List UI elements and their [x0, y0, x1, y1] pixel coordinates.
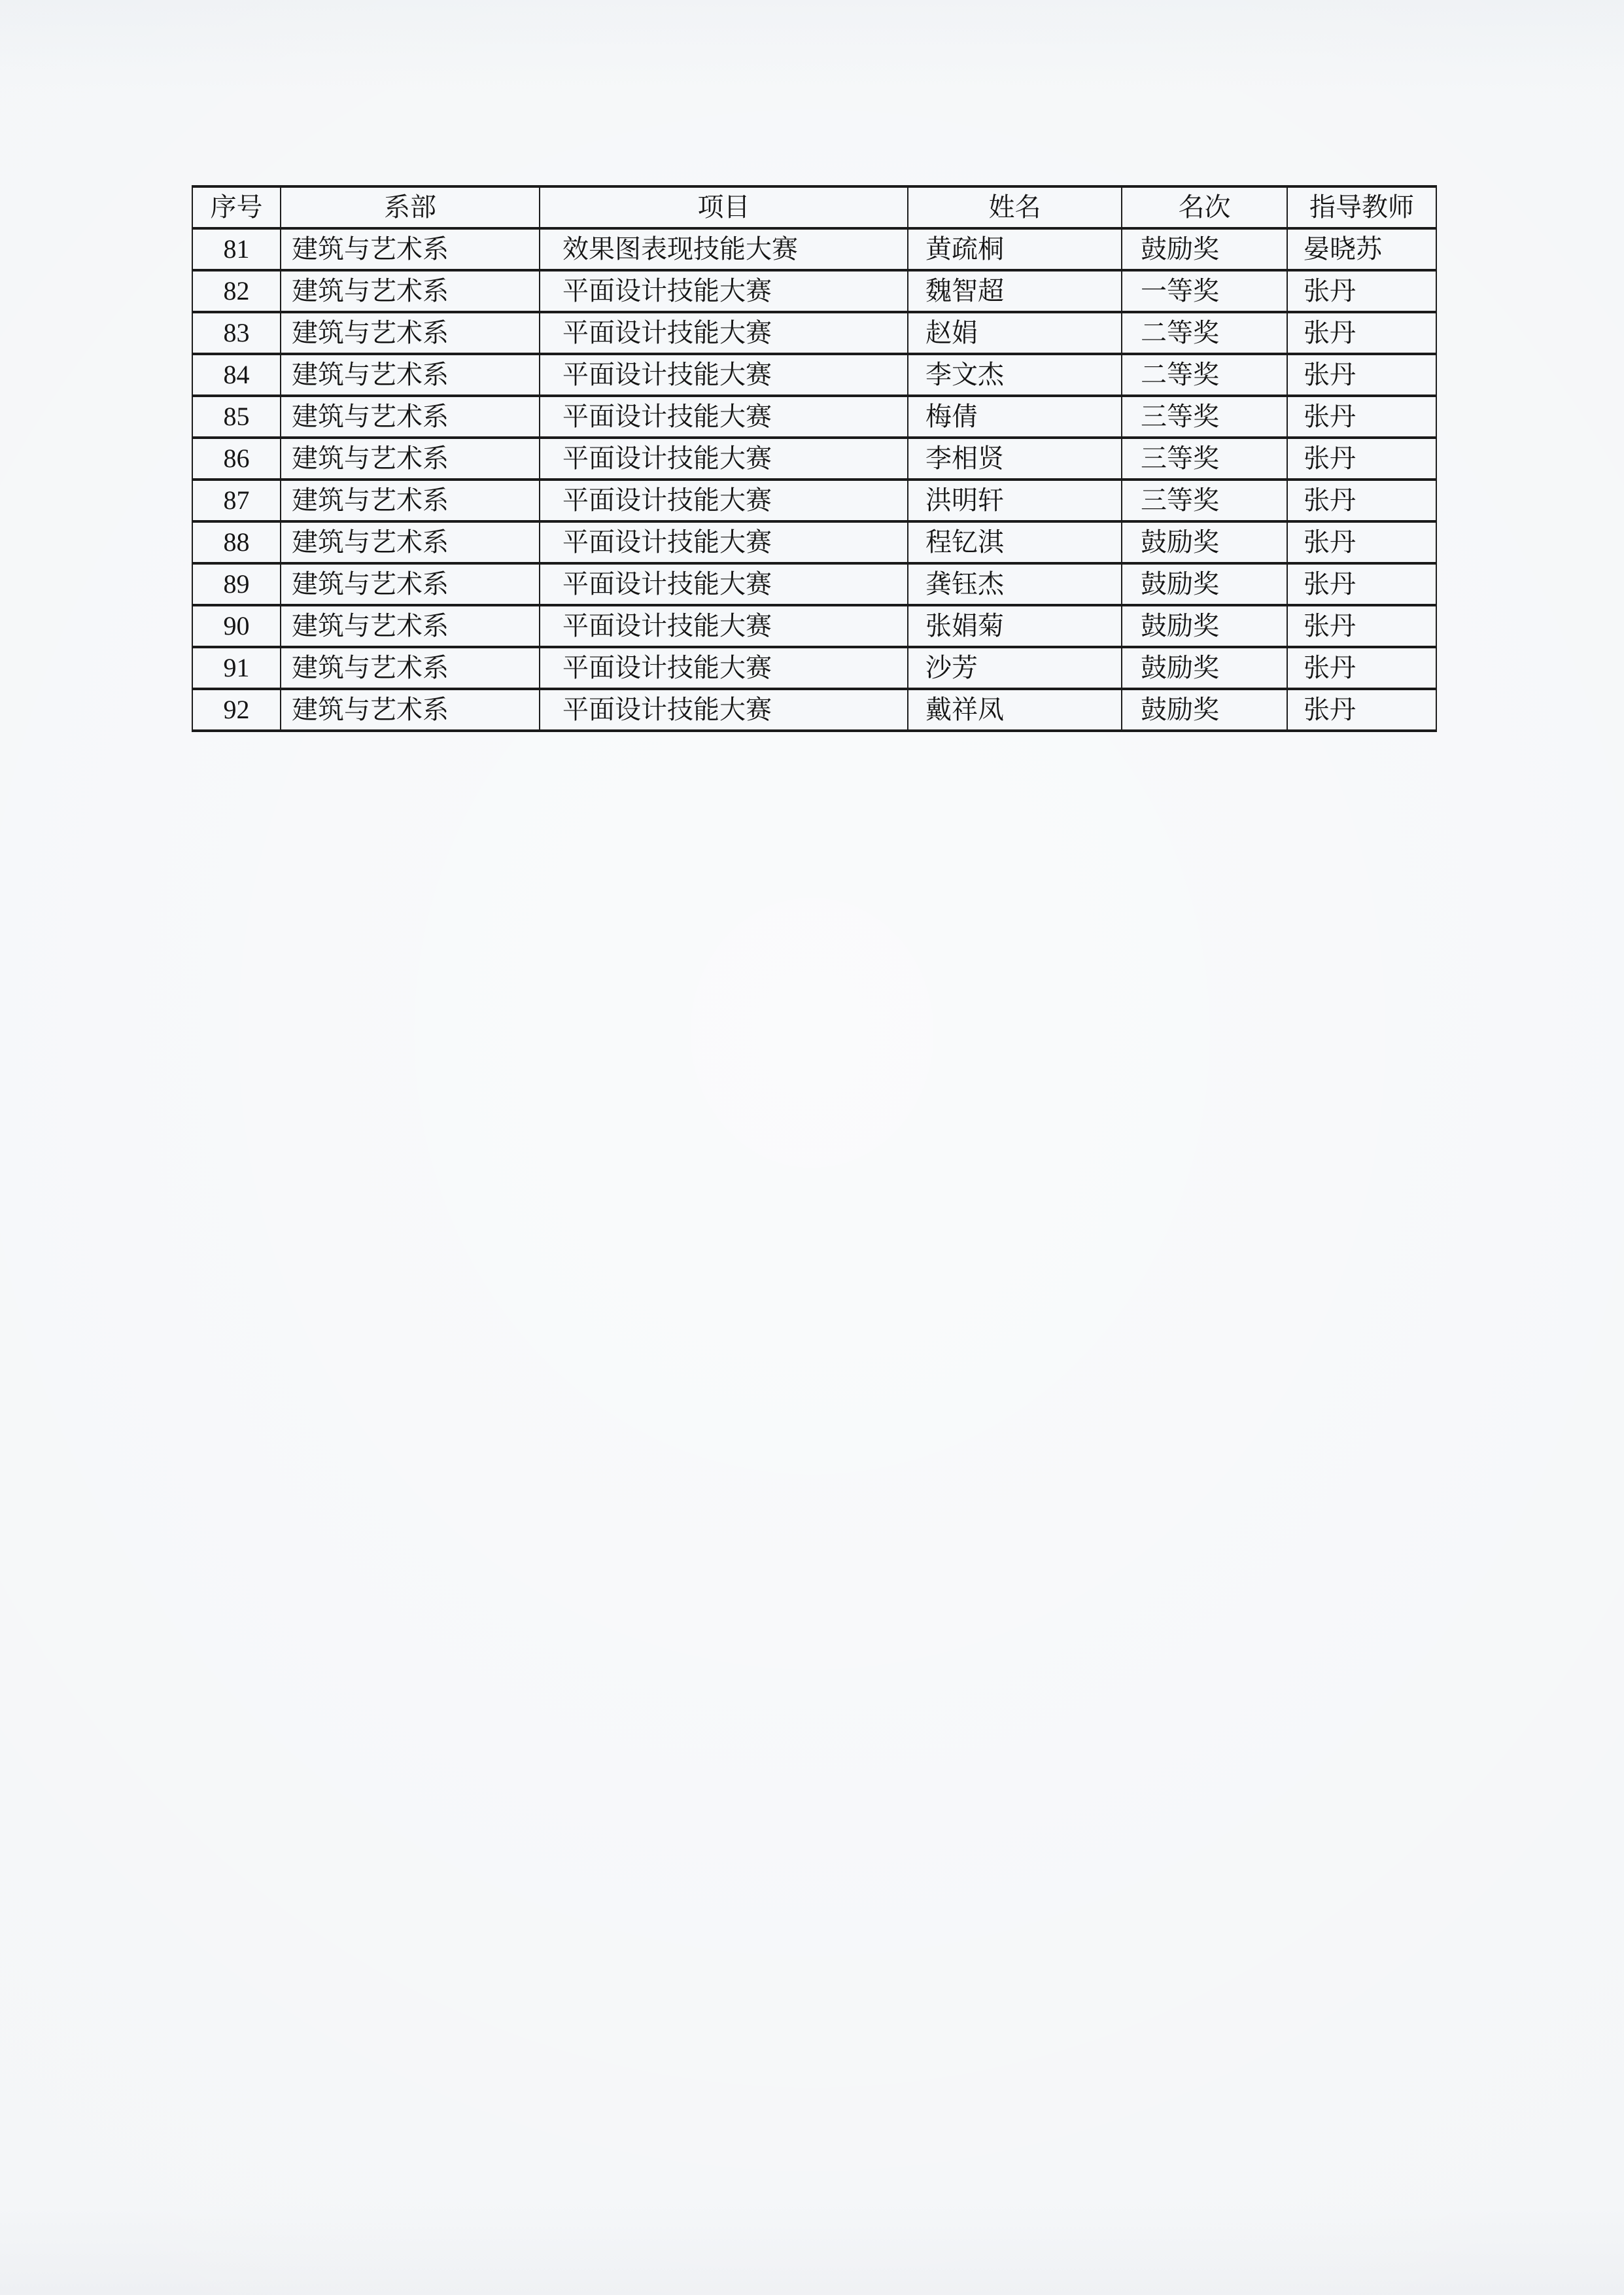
cell-rank: 鼓励奖 [1122, 563, 1287, 605]
cell-project: 平面设计技能大赛 [540, 396, 908, 438]
cell-department: 建筑与艺术系 [281, 605, 540, 647]
cell-index: 85 [192, 396, 281, 438]
table-row [192, 438, 1436, 480]
awards-table [192, 185, 1437, 732]
cell-teacher: 张丹 [1287, 521, 1436, 563]
cell-teacher: 张丹 [1287, 563, 1436, 605]
column-header-rank: 名次 [1122, 186, 1287, 228]
cell-project: 效果图表现技能大赛 [540, 228, 908, 270]
cell-project: 平面设计技能大赛 [540, 354, 908, 396]
column-header-teacher: 指导教师 [1287, 186, 1436, 228]
cell-rank: 一等奖 [1122, 270, 1287, 312]
cell-project: 平面设计技能大赛 [540, 270, 908, 312]
cell-index: 84 [192, 354, 281, 396]
cell-name: 戴祥凤 [908, 689, 1122, 731]
cell-name: 洪明轩 [908, 480, 1122, 521]
cell-name: 黄疏桐 [908, 228, 1122, 270]
cell-index: 91 [192, 647, 281, 689]
cell-teacher: 张丹 [1287, 647, 1436, 689]
cell-name: 梅倩 [908, 396, 1122, 438]
cell-teacher: 张丹 [1287, 354, 1436, 396]
table-row [192, 647, 1436, 689]
cell-name: 沙芳 [908, 647, 1122, 689]
table-row [192, 605, 1436, 647]
cell-name: 张娟菊 [908, 605, 1122, 647]
table-row [192, 228, 1436, 270]
cell-teacher: 张丹 [1287, 605, 1436, 647]
cell-department: 建筑与艺术系 [281, 354, 540, 396]
cell-rank: 三等奖 [1122, 396, 1287, 438]
cell-rank: 三等奖 [1122, 438, 1287, 480]
cell-project: 平面设计技能大赛 [540, 647, 908, 689]
cell-project: 平面设计技能大赛 [540, 521, 908, 563]
cell-teacher: 晏晓苏 [1287, 228, 1436, 270]
column-header-department: 系部 [281, 186, 540, 228]
cell-name: 赵娟 [908, 312, 1122, 354]
cell-department: 建筑与艺术系 [281, 228, 540, 270]
cell-department: 建筑与艺术系 [281, 563, 540, 605]
cell-department: 建筑与艺术系 [281, 647, 540, 689]
cell-index: 90 [192, 605, 281, 647]
cell-rank: 鼓励奖 [1122, 605, 1287, 647]
cell-index: 82 [192, 270, 281, 312]
cell-name: 魏智超 [908, 270, 1122, 312]
table-body [192, 228, 1436, 731]
header-row [192, 186, 1436, 228]
cell-name: 程钇淇 [908, 521, 1122, 563]
cell-index: 87 [192, 480, 281, 521]
cell-index: 92 [192, 689, 281, 731]
cell-department: 建筑与艺术系 [281, 270, 540, 312]
table-row [192, 270, 1436, 312]
cell-teacher: 张丹 [1287, 396, 1436, 438]
cell-department: 建筑与艺术系 [281, 480, 540, 521]
column-header-project: 项目 [540, 186, 908, 228]
cell-department: 建筑与艺术系 [281, 312, 540, 354]
cell-project: 平面设计技能大赛 [540, 438, 908, 480]
cell-rank: 鼓励奖 [1122, 228, 1287, 270]
table-row [192, 563, 1436, 605]
table-row [192, 312, 1436, 354]
cell-project: 平面设计技能大赛 [540, 480, 908, 521]
cell-rank: 鼓励奖 [1122, 521, 1287, 563]
cell-department: 建筑与艺术系 [281, 438, 540, 480]
cell-project: 平面设计技能大赛 [540, 563, 908, 605]
table-row [192, 689, 1436, 731]
cell-rank: 鼓励奖 [1122, 689, 1287, 731]
cell-index: 88 [192, 521, 281, 563]
table-row [192, 354, 1436, 396]
cell-index: 89 [192, 563, 281, 605]
cell-department: 建筑与艺术系 [281, 521, 540, 563]
cell-teacher: 张丹 [1287, 438, 1436, 480]
cell-project: 平面设计技能大赛 [540, 312, 908, 354]
table-row [192, 521, 1436, 563]
cell-rank: 二等奖 [1122, 354, 1287, 396]
table-header [192, 186, 1436, 228]
cell-teacher: 张丹 [1287, 480, 1436, 521]
cell-teacher: 张丹 [1287, 689, 1436, 731]
cell-index: 83 [192, 312, 281, 354]
cell-name: 龚钰杰 [908, 563, 1122, 605]
cell-rank: 鼓励奖 [1122, 647, 1287, 689]
table-row [192, 480, 1436, 521]
table-row [192, 396, 1436, 438]
cell-teacher: 张丹 [1287, 270, 1436, 312]
cell-project: 平面设计技能大赛 [540, 689, 908, 731]
cell-name: 李相贤 [908, 438, 1122, 480]
cell-name: 李文杰 [908, 354, 1122, 396]
column-header-name: 姓名 [908, 186, 1122, 228]
column-header-index: 序号 [192, 186, 281, 228]
cell-rank: 三等奖 [1122, 480, 1287, 521]
cell-rank: 二等奖 [1122, 312, 1287, 354]
cell-department: 建筑与艺术系 [281, 689, 540, 731]
cell-index: 81 [192, 228, 281, 270]
cell-department: 建筑与艺术系 [281, 396, 540, 438]
cell-project: 平面设计技能大赛 [540, 605, 908, 647]
cell-teacher: 张丹 [1287, 312, 1436, 354]
cell-index: 86 [192, 438, 281, 480]
